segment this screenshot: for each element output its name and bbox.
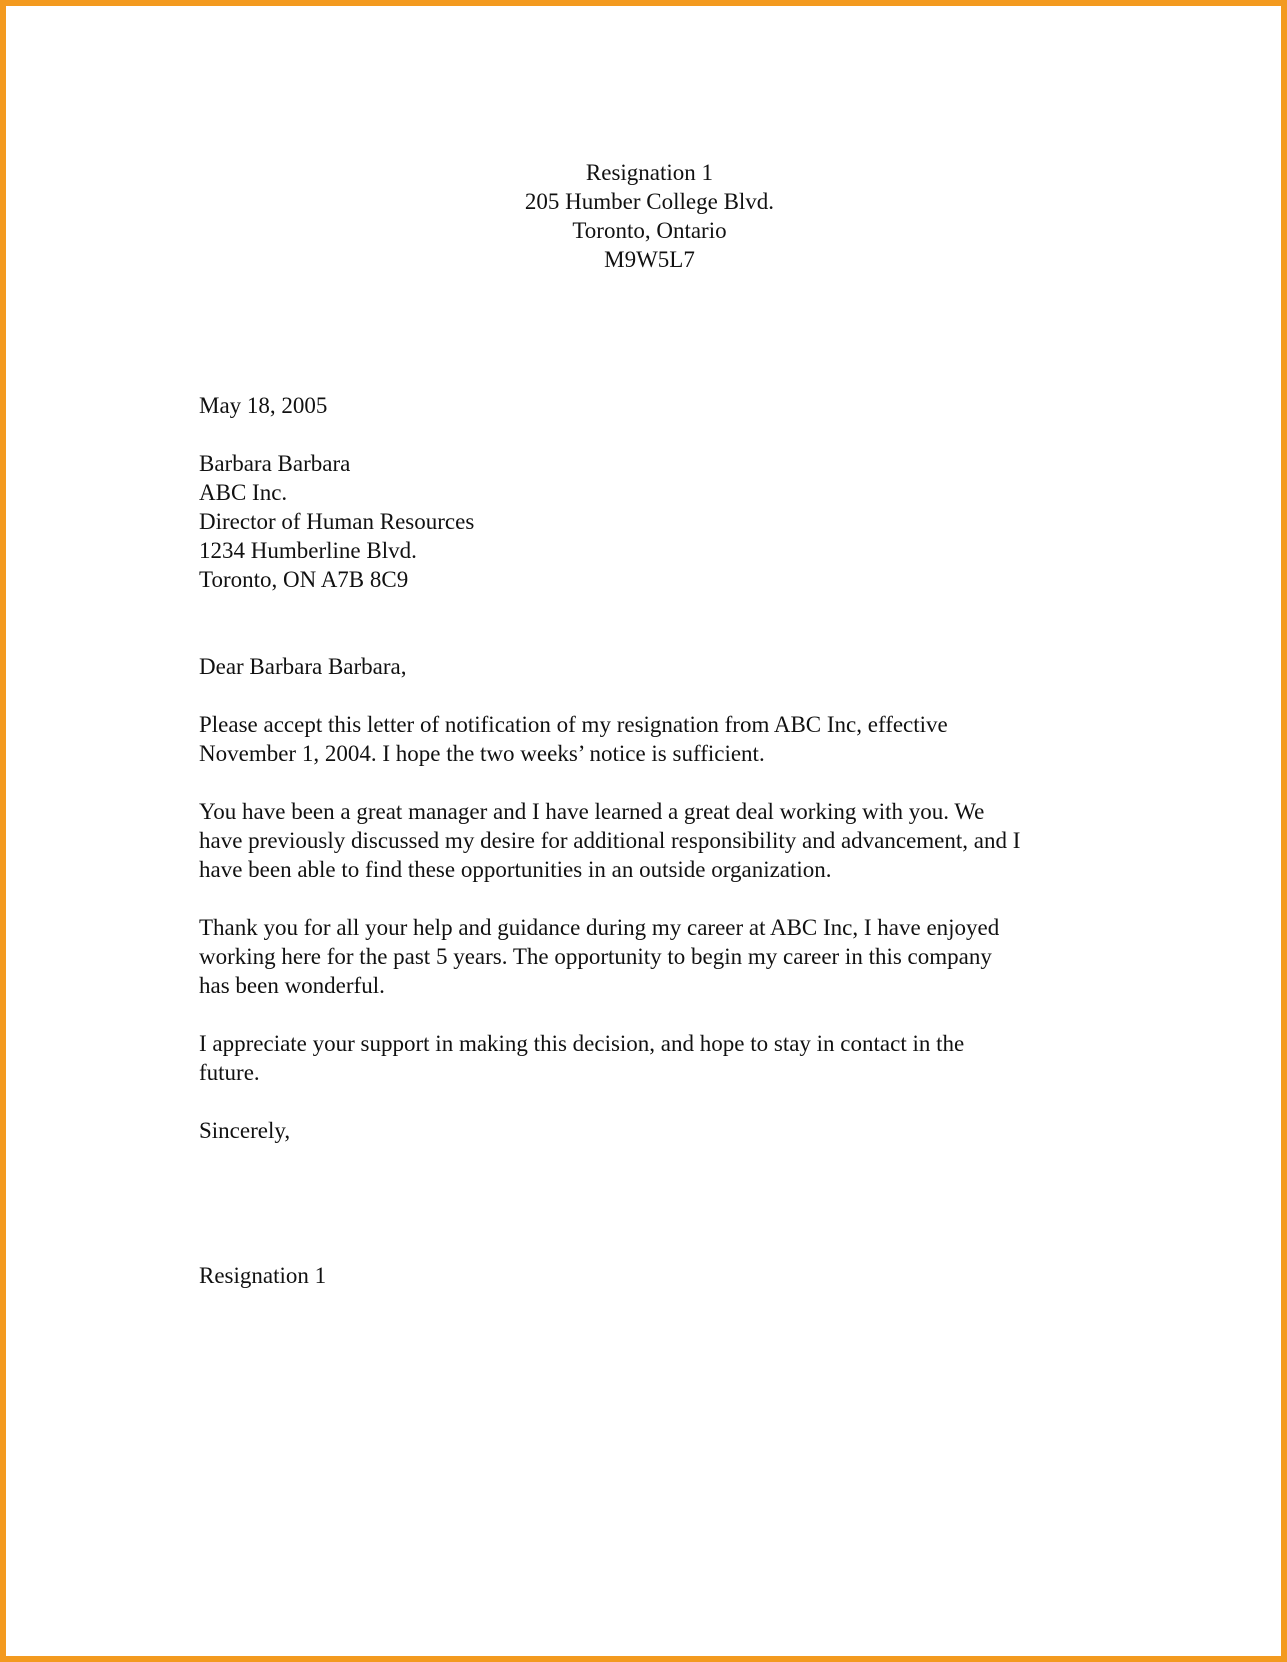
letter-body: [199, 391, 1119, 1290]
recipient-line: 1234 Humberline Blvd.: [199, 538, 417, 563]
sender-line: M9W5L7: [604, 247, 695, 272]
sender-address: [6, 158, 1287, 274]
salutation: Dear Barbara Barbara,: [199, 654, 407, 679]
recipient-line: ABC Inc.: [199, 480, 288, 505]
paragraph-line: November 1, 2004. I hope the two weeks’ notice is sufficient.: [199, 741, 765, 766]
paragraph-line: working here for the past 5 years. The opportunity to begin my career in this company: [199, 944, 992, 969]
signature: Resignation 1: [199, 1263, 327, 1288]
paragraph-line: I appreciate your support in making this decision, and hope to stay in contact in the: [199, 1031, 965, 1056]
recipient-line: Director of Human Resources: [199, 509, 475, 534]
paragraph: [199, 1029, 1119, 1087]
recipient-line: Barbara Barbara: [199, 451, 351, 476]
paragraph-line: have previously discussed my desire for additional responsibility and advancement, and I: [199, 828, 1021, 853]
paragraph: [199, 710, 1119, 768]
paragraph-line: has been wonderful.: [199, 973, 385, 998]
sender-line: Resignation 1: [585, 160, 714, 185]
paragraph-line: Please accept this letter of notification of my resignation from ABC Inc, effective: [199, 712, 948, 737]
paragraph-line: have been able to find these opportunities in an outside organization.: [199, 857, 832, 882]
paragraph: [199, 797, 1119, 884]
paragraph: [199, 913, 1119, 1000]
sender-line: Toronto, Ontario: [572, 218, 727, 243]
paragraph-line: You have been a great manager and I have learned a great deal working with you. We: [199, 799, 985, 824]
letter-date: May 18, 2005: [199, 393, 328, 418]
recipient-line: Toronto, ON A7B 8C9: [199, 567, 409, 592]
paragraph-line: future.: [199, 1060, 260, 1085]
sender-line: 205 Humber College Blvd.: [524, 189, 775, 214]
recipient-address: [199, 449, 1119, 594]
paragraph-line: Thank you for all your help and guidance during my career at ABC Inc, I have enjoyed: [199, 915, 1000, 940]
closing: Sincerely,: [199, 1118, 291, 1143]
